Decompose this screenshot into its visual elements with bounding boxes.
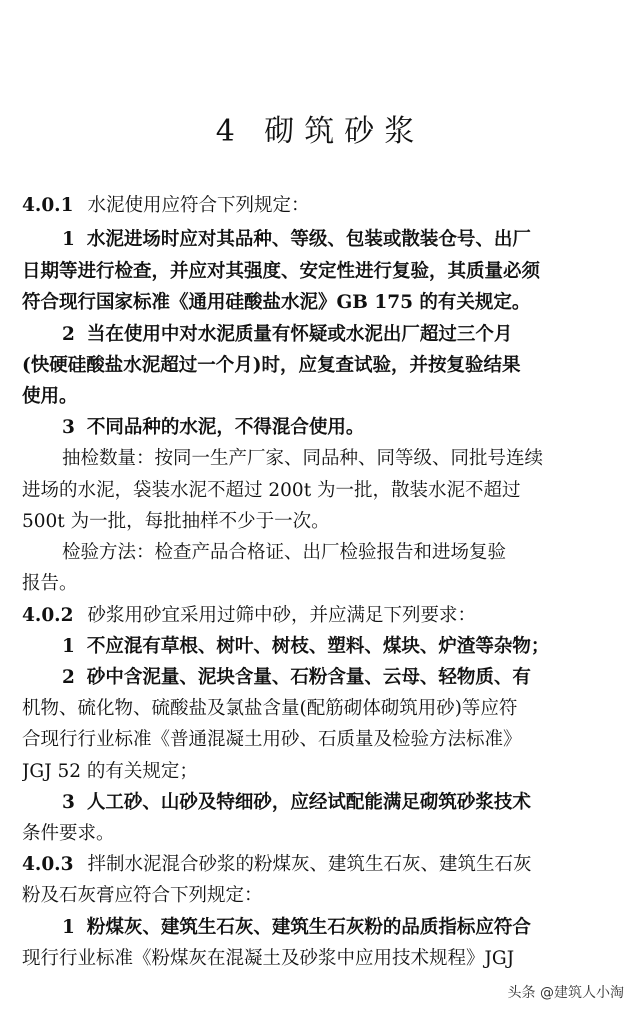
text-line <box>22 697 620 721</box>
item-number: 1 <box>62 229 75 250</box>
item-number: 1 <box>62 636 75 657</box>
line-text: 日期等进行检查，并应对其强度、安定性进行复验，其质量必须 <box>22 261 541 282</box>
watermark: 头条 @建筑人小淘 <box>507 985 624 1001</box>
item-line <box>62 791 620 815</box>
line-text: 机物、硫化物、硫酸盐及氯盐含量(配筋砌体砌筑用砂)等应符 <box>22 698 518 719</box>
line-text: 砂浆用砂宜采用过筛中砂，并应满足下列要求： <box>87 605 477 626</box>
clause-line <box>22 604 620 628</box>
text-line <box>22 572 620 596</box>
text-line <box>22 947 620 971</box>
item-line <box>62 323 620 347</box>
clause-line <box>22 853 620 877</box>
line-text: 抽检数量：按同一生产厂家、同品种、同等级、同批号连续 <box>62 448 544 469</box>
line-text: 报告。 <box>22 573 78 594</box>
text-line <box>22 760 620 784</box>
item-number: 3 <box>62 417 75 438</box>
line-text: 粉煤灰、建筑生石灰、建筑生石灰粉的品质指标应符合 <box>86 917 531 938</box>
item-number: 1 <box>62 917 75 938</box>
clause-number: 4.0.3 <box>22 854 74 875</box>
line-text: 当在使用中对水泥质量有怀疑或水泥出厂超过三个月 <box>86 324 513 345</box>
text-line <box>22 260 620 284</box>
item-line <box>62 916 620 940</box>
clause-number: 4.0.1 <box>22 195 74 216</box>
line-text: 水泥进场时应对其品种、等级、包装或散装仓号、出厂 <box>86 229 531 250</box>
line-text: 粉及石灰膏应符合下列规定： <box>22 885 263 906</box>
text-line <box>62 541 620 565</box>
line-text: 符合现行国家标准《通用硅酸盐水泥》GB 175 的有关规定。 <box>22 292 531 313</box>
chapter-title: 4 砌筑砂浆 <box>215 114 425 149</box>
item-line <box>62 635 620 659</box>
text-line <box>62 447 620 471</box>
text-line <box>22 884 620 908</box>
text-line <box>22 728 620 752</box>
text-line <box>22 510 620 534</box>
line-text: 现行行业标准《粉煤灰在混凝土及砂浆中应用技术规程》JGJ <box>22 948 515 969</box>
text-line <box>22 479 620 503</box>
item-line <box>62 666 620 690</box>
line-text: 进场的水泥，袋装水泥不超过 200t 为一批，散装水泥不超过 <box>22 480 521 501</box>
text-line <box>22 385 620 409</box>
item-number: 3 <box>62 792 75 813</box>
clause-number: 4.0.2 <box>22 605 74 626</box>
line-text: 使用。 <box>22 386 78 407</box>
line-text: JGJ 52 的有关规定； <box>22 761 198 782</box>
line-text: 合现行行业标准《普通混凝土用砂、石质量及检验方法标准》 <box>22 729 522 750</box>
line-text: (快硬硅酸盐水泥超过一个月)时，应复查试验，并按复验结果 <box>22 355 521 376</box>
item-number: 2 <box>62 324 75 345</box>
line-text: 人工砂、山砂及特细砂，应经试配能满足砌筑砂浆技术 <box>86 792 531 813</box>
line-text: 不应混有草根、树叶、树枝、塑料、煤块、炉渣等杂物； <box>86 636 550 657</box>
item-line <box>62 416 620 440</box>
item-number: 2 <box>62 667 75 688</box>
line-text: 不同品种的水泥，不得混合使用。 <box>86 417 365 438</box>
text-line <box>22 291 620 315</box>
line-text: 拌制水泥混合砂浆的粉煤灰、建筑生石灰、建筑生石灰 <box>87 854 532 875</box>
text-line <box>22 354 620 378</box>
text-line <box>22 822 620 846</box>
line-text: 水泥使用应符合下列规定： <box>87 195 310 216</box>
line-text: 检验方法：检查产品合格证、出厂检验报告和进场复验 <box>62 542 507 563</box>
clause-line <box>22 194 620 218</box>
item-line <box>62 228 620 252</box>
line-text: 500t 为一批，每批抽样不少于一次。 <box>22 511 330 532</box>
line-text: 砂中含泥量、泥块含量、石粉含量、云母、轻物质、有 <box>86 667 531 688</box>
line-text: 条件要求。 <box>22 823 115 844</box>
